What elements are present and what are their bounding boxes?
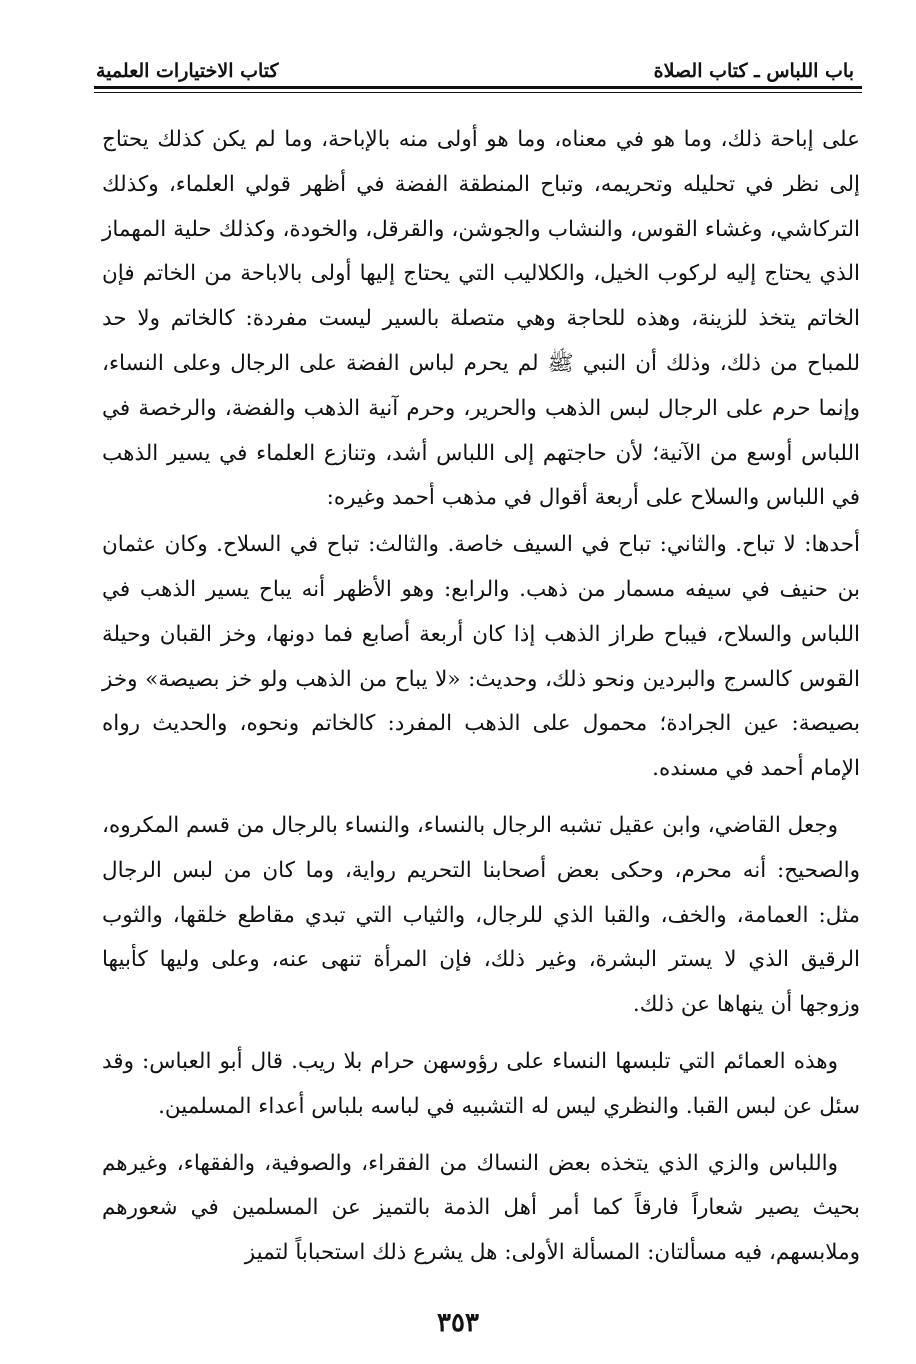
header-section-title: باب اللباس ـ كتاب الصلاة (653, 60, 854, 82)
main-text (102, 118, 860, 1276)
running-header (96, 50, 854, 82)
paragraph: أحدها: لا تباح. والثاني: تباح في السيف خاصة. والثالث: تباح في السلاح. وكان عثمان بن حنيف في سيفه مسمار من ذهب. والرابع: وهو الأظهر أنه يباح يسير الذهب في اللباس والسلاح، فيباح طراز الذهب إذا كان أربعة أصابع فما دونها، وخز القبان وحيلة القوس كالسرج والبردين ونحو ذلك، وحديث: «لا يباح من الذهب ولو خز بصيصة» وخز بصيصة: عين الجرادة؛ محمول على الذهب المفرد: كالخاتم ونحوه، والحديث رواه الإمام أحمد في مسنده. (102, 532, 860, 782)
paragraph: على إباحة ذلك، وما هو في معناه، وما هو أولى منه بالإباحة، وما لم يكن كذلك يحتاج إلى نظر في تحليله وتحريمه، وتباح المنطقة الفضة في أظهر قولي العلماء، وكذلك التركاشي، وغشاء القوس، والنشاب والجوشن، والقرقل، والخودة، وكذلك حلية المهماز الذي يحتاج إليه لركوب الخيل، والكلاليب التي يحتاج إليها أولى بالاباحة من الخاتم فإن الخاتم يتخذ للزينة، وهذه للحاجة وهي متصلة بالسير ليست مفردة: كالخاتم ولا حد للمباح من ذلك، وذلك أن النبي ﷺ لم يحرم لباس الفضة على الرجال وعلى النساء، وإنما حرم على الرجال لبس الذهب والحرير، وحرم آنية الذهب والفضة، والرخصة في اللباس أوسع من الآنية؛ لأن حاجتهم إلى اللباس أشد، وتنازع العلماء في يسير الذهب في اللباس والسلاح على أربعة أقوال في مذهب أحمد وغيره: (102, 127, 860, 511)
paragraph: وهذه العمائم التي تلبسها النساء على رؤوسهن حرام بلا ريب. قال أبو العباس: وقد سئل عن لبس القبا. والنظري ليس له التشبيه في لباسه بلباس أعداء المسلمين. (102, 1048, 860, 1119)
paragraph: وجعل القاضي، وابن عقيل تشبه الرجال بالنساء، والنساء بالرجال من قسم المكروه، والصحيح: أنه محرم، وحكى بعض أصحابنا التحريم رواية، وما كان من لبس الرجال مثل: العمامة، والخف، والقبا الذي للرجال، والثياب التي تبدي مقاطع خلقها، والثوب الرقيق الذي لا يستر البشرة، وغير ذلك، فإن المرأة تنهى عنه، وعلى وليها كأبيها وزوجها أن ينهاها عن ذلك. (102, 812, 860, 1018)
header-rule-thin (94, 92, 862, 93)
page-number: ٣٥٣ (437, 1308, 479, 1338)
header-rule-thick (94, 86, 862, 89)
paragraph: واللباس والزي الذي يتخذه بعض النساك من الفقراء، والصوفية، والفقهاء، وغيرهم بحيث يصير شعاراً فارقاً كما أمر أهل الذمة بالتميز عن المسلمين في شعورهم وملابسهم، فيه مسألتان: المسألة الأولى: هل يشرع ذلك استحباباً لتميز (102, 1150, 860, 1266)
header-book-title: كتاب الاختيارات العلمية (96, 60, 279, 82)
